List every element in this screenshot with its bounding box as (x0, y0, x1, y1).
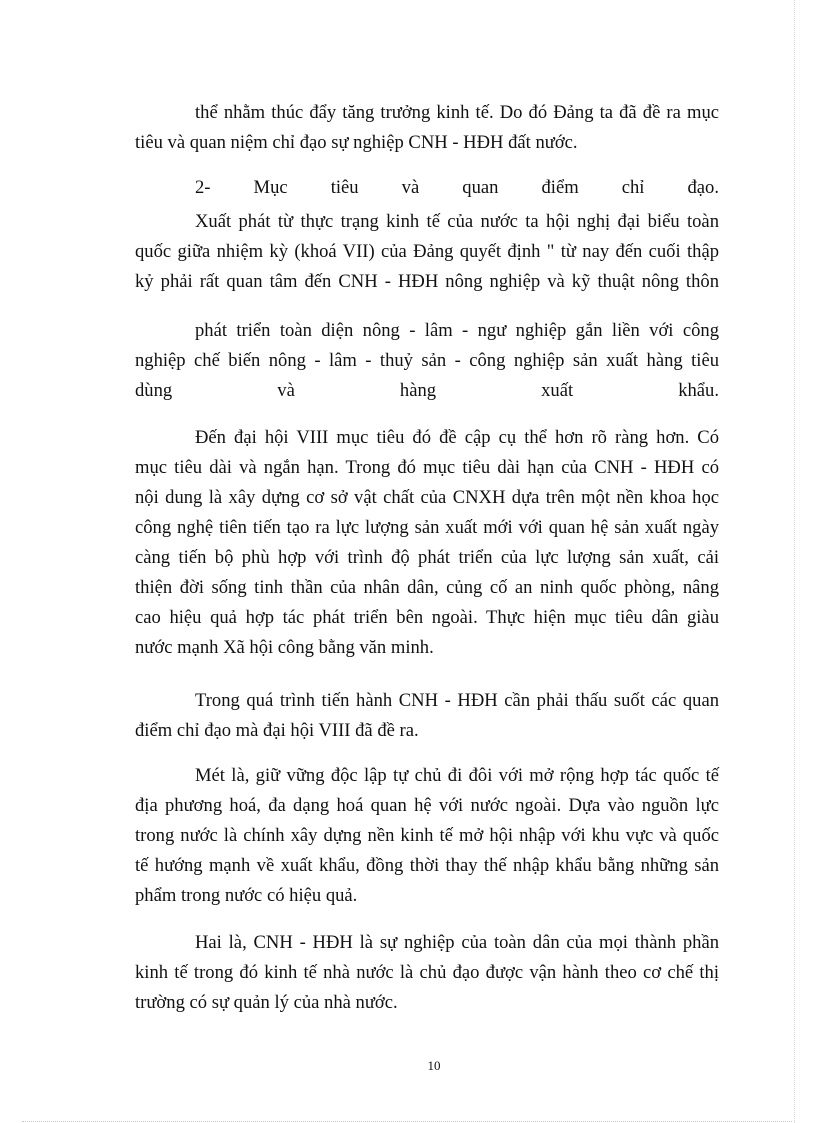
paragraph-continuation (135, 98, 719, 158)
text-line: địa phương hoá, đa dạng hoá quan hệ với nước ngoài. Dựa vào nguồn lực (135, 795, 719, 816)
paragraph-first-point (135, 761, 719, 911)
text-line: tiêu và quan niệm chỉ đạo sự nghiệp CNH - HĐH đất nước. (135, 132, 578, 153)
text-line: thể nhằm thúc đẩy tăng trưởng kinh tế. Do đó Đảng ta đã đề ra mục (195, 102, 719, 123)
section-heading-text: 2- Mục tiêu và quan điểm chỉ đạo. (195, 177, 719, 198)
page-right-border (794, 0, 795, 1123)
text-line: Mét là, giữ vững độc lập tự chủ đi đôi với mở rộng hợp tác quốc tế (195, 765, 719, 786)
page-bottom-border (22, 1121, 792, 1122)
text-line: kinh tế trong đó kinh tế nhà nước là chủ đạo được vận hành theo cơ chế thị (135, 962, 719, 983)
text-line: công nghệ tiên tiến tạo ra lực lượng sản xuất mới với quan hệ sản xuất ngày (135, 517, 719, 538)
text-line: Hai là, CNH - HĐH là sự nghiệp của toàn dân của mọi thành phần (195, 932, 719, 953)
text-line: nước mạnh Xã hội công bằng văn minh. (135, 637, 434, 658)
paragraph-viewpoints (135, 686, 719, 746)
text-line: Trong quá trình tiến hành CNH - HĐH cần phải thấu suốt các quan (195, 690, 719, 711)
text-line: Đến đại hội VIII mục tiêu đó đề cập cụ thể hơn rõ ràng hơn. Có (195, 427, 719, 448)
text-line: nghiệp chế biến nông - lâm - thuỷ sản - công nghiệp sản xuất hàng tiêu (135, 350, 719, 371)
text-line: phẩm trong nước có hiệu quả. (135, 885, 358, 906)
paragraph-intro (135, 207, 719, 297)
text-line: điểm chỉ đạo mà đại hội VIII đã đề ra. (135, 720, 419, 741)
text-line: kỷ phải rất quan tâm đến CNH - HĐH nông nghiệp và kỹ thuật nông thôn (135, 271, 719, 292)
section-heading (135, 173, 719, 203)
text-line: nội dung là xây dựng cơ sở vật chất của CNXH dựa trên một nền khoa học (135, 487, 719, 508)
paragraph-development (135, 316, 719, 406)
paragraph-congress-goals (135, 423, 719, 663)
text-line: càng tiến bộ phù hợp với trình độ phát triển của lực lượng sản xuất, cải (135, 547, 719, 568)
text-line: trường có sự quản lý của nhà nước. (135, 992, 398, 1013)
text-line: trong nước là chính xây dựng nền kinh tế mở hội nhập với khu vực và quốc (135, 825, 719, 846)
text-line: mục tiêu dài và ngắn hạn. Trong đó mục tiêu dài hạn của CNH - HĐH có (135, 457, 719, 478)
text-line: tế hướng mạnh về xuất khẩu, đồng thời thay thế nhập khẩu bằng những sản (135, 855, 719, 876)
text-line: phát triển toàn diện nông - lâm - ngư nghiệp gắn liền với công (195, 320, 719, 341)
text-line: thiện đời sống tinh thần của nhân dân, củng cố an ninh quốc phòng, nâng (135, 577, 719, 598)
text-line: quốc giữa nhiệm kỳ (khoá VII) của Đảng quyết định " từ nay đến cuối thập (135, 241, 719, 262)
text-line: dùng và hàng xuất khẩu. (135, 380, 719, 401)
paragraph-second-point (135, 928, 719, 1018)
page-number: 10 (427, 1058, 441, 1073)
text-line: cao hiệu quả hợp tác phát triển bên ngoài. Thực hiện mục tiêu dân giàu (135, 607, 719, 628)
text-line: Xuất phát từ thực trạng kinh tế của nước ta hội nghị đại biểu toàn (195, 211, 719, 232)
